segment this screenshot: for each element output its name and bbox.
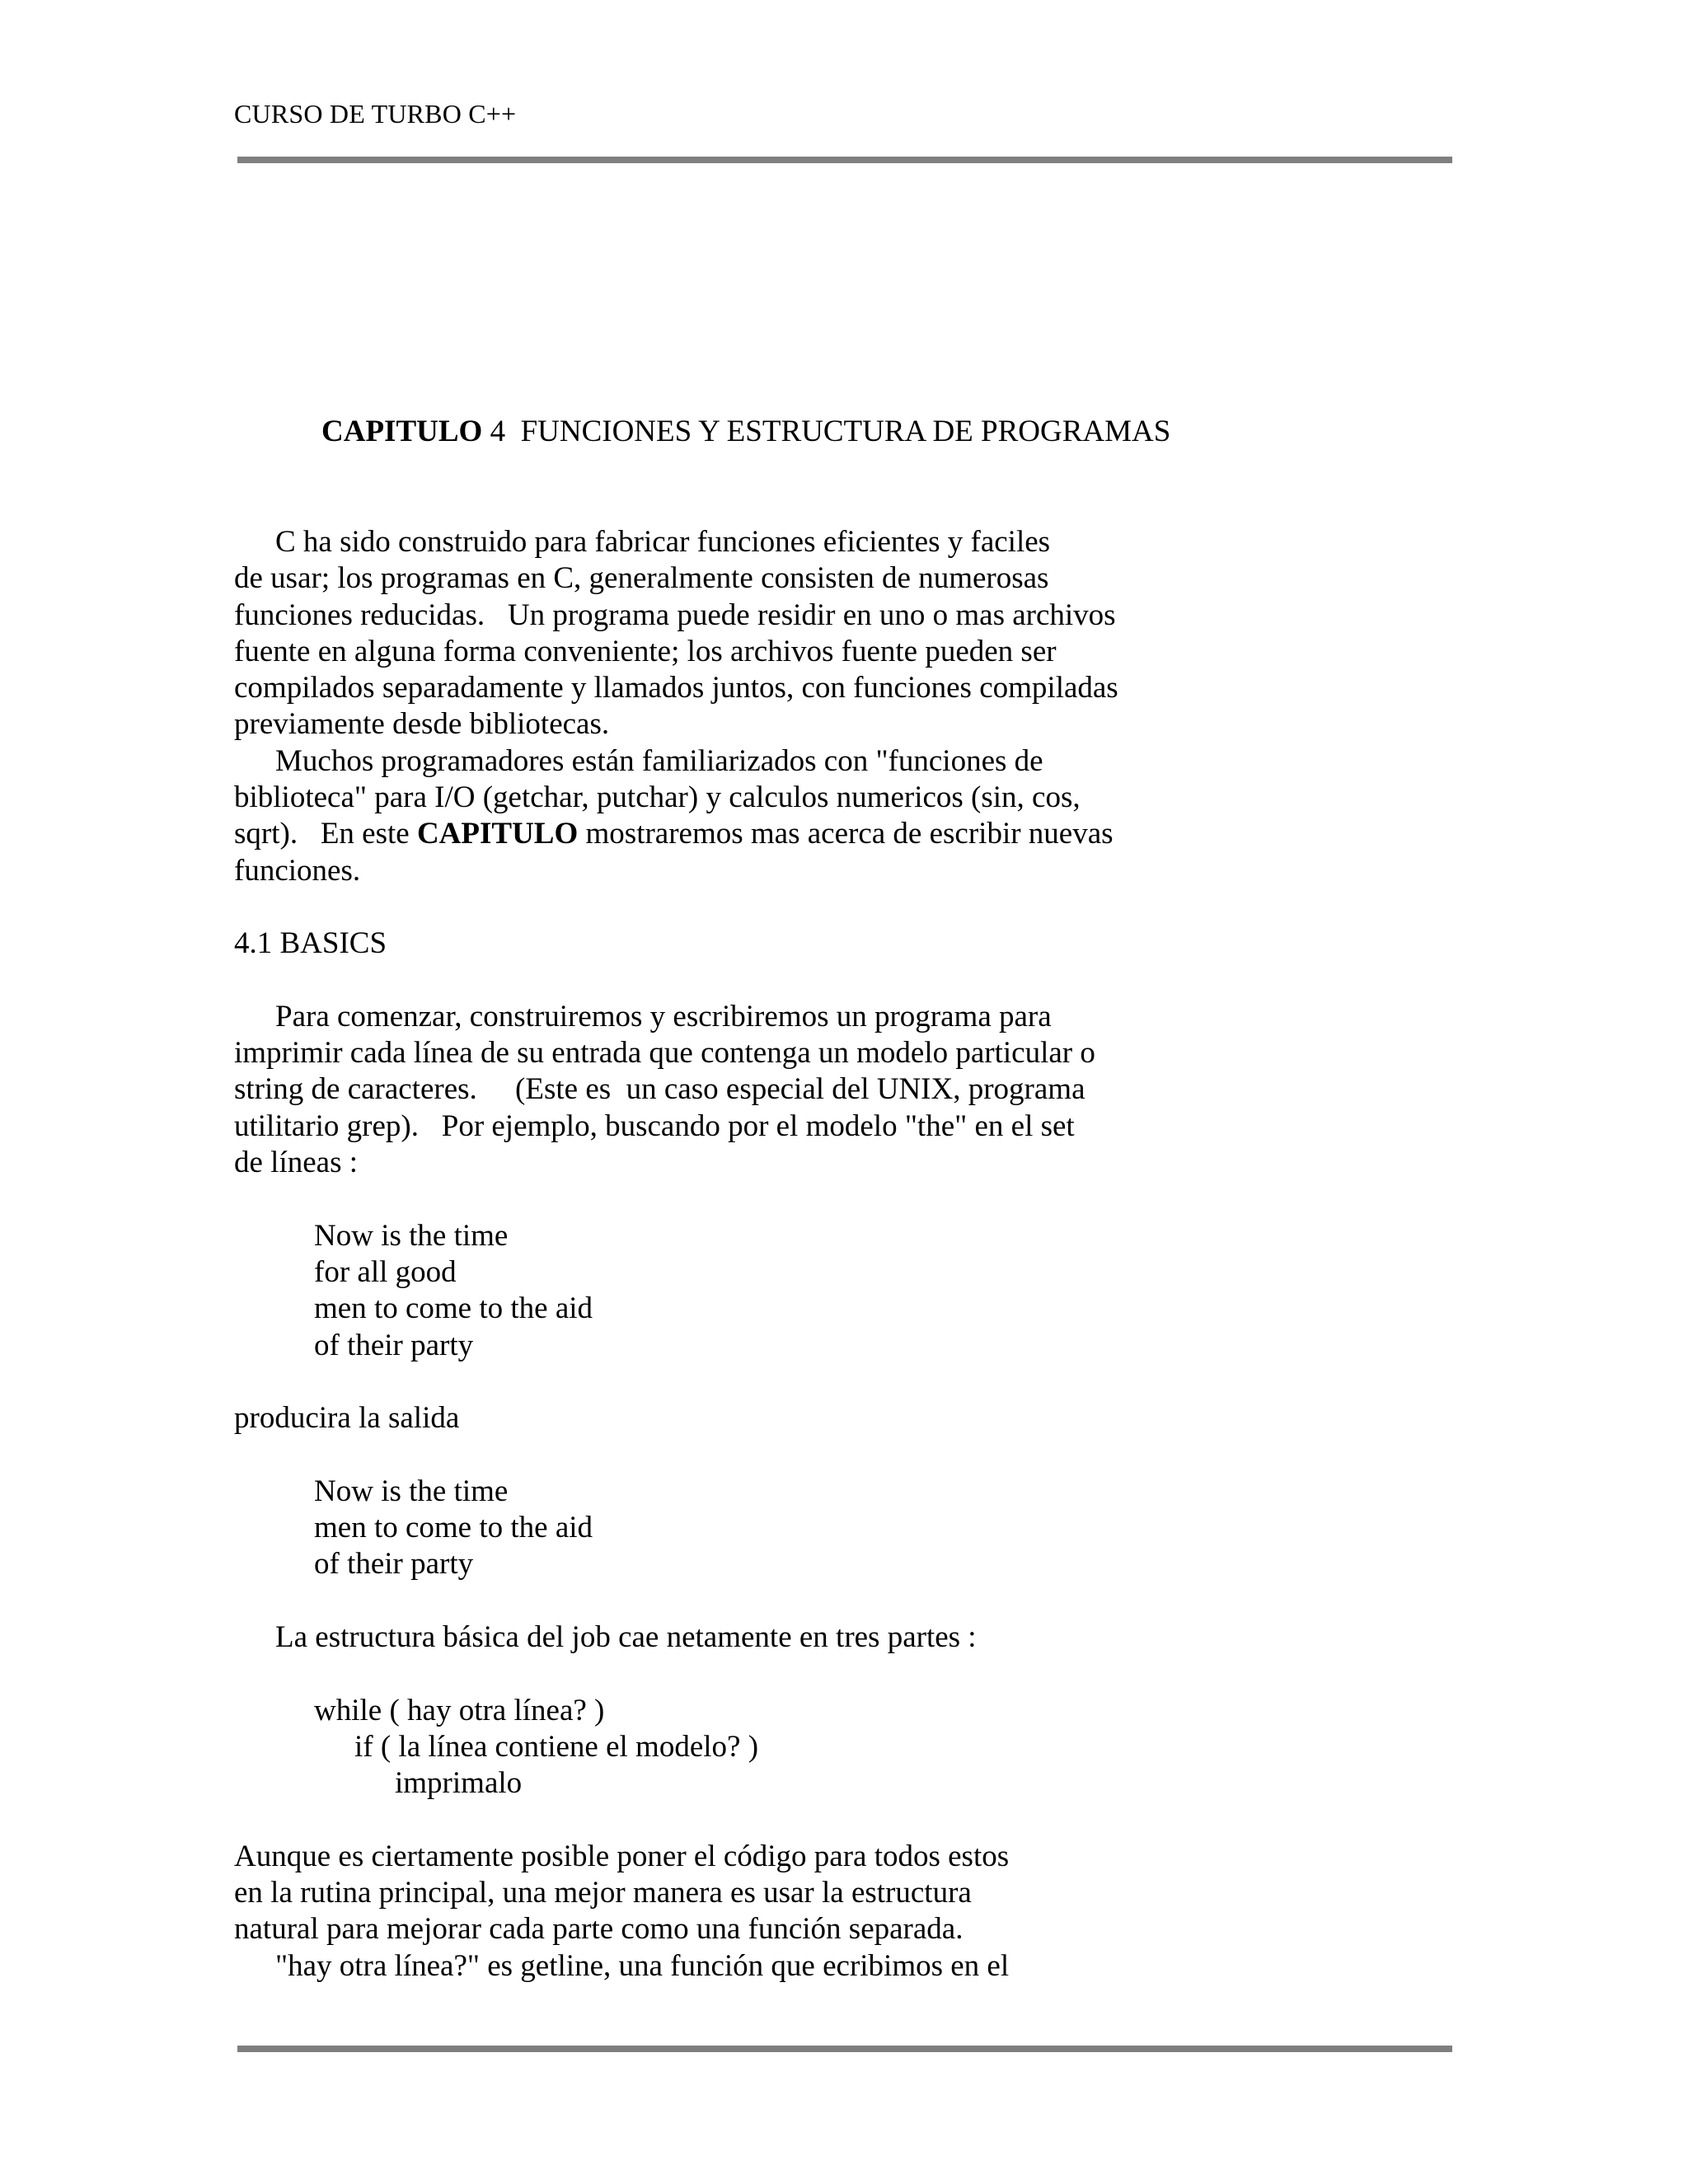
intro-line: Muchos programadores están familiarizados con "funciones de (275, 743, 1043, 778)
paragraph-line: utilitario grep). Por ejemplo, buscando por el modelo "the" en el set (234, 1108, 1075, 1143)
example-input-line: Now is the time (314, 1218, 509, 1253)
closing-line: natural para mejorar cada parte como una función separada. (234, 1912, 964, 1947)
pseudocode-line: if ( la línea contiene el modelo? ) (354, 1729, 759, 1764)
paragraph-line: imprimir cada línea de su entrada que contenga un modelo particular o (234, 1036, 1095, 1071)
capitulo-bold: CAPITULO (416, 817, 579, 851)
intro-line (234, 816, 1306, 852)
spacer (234, 1656, 1306, 1692)
intro-line: fuente en alguna forma conveniente; los archivos fuente pueden ser (234, 634, 1057, 668)
intro-line: de usar; los programas en C, generalmente consisten de numerosas (234, 561, 1049, 596)
chapter-number-title: 4 FUNCIONES Y ESTRUCTURA DE PROGRAMAS (482, 415, 1171, 448)
intro-line: C ha sido construido para fabricar funciones eficientes y faciles (275, 525, 1051, 559)
spacer (234, 1583, 1306, 1619)
running-header: CURSO DE TURBO C++ (234, 99, 517, 129)
example-output-line: men to come to the aid (314, 1511, 593, 1545)
paragraph-line: string de caracteres. (Este es un caso especial del UNIX, programa (234, 1072, 1085, 1107)
intro-line: funciones. (234, 853, 361, 888)
example-input-line: for all good (314, 1254, 457, 1289)
intro-text: sqrt). En este (234, 817, 417, 851)
intro-line: funciones reducidas. Un programa puede residir en uno o mas archivos (234, 598, 1116, 632)
spacer (234, 1436, 1306, 1473)
intro-text: mostraremos mas acerca de escribir nuevas (578, 817, 1114, 851)
paragraph-line: de líneas : (234, 1146, 359, 1180)
pseudocode-line: while ( hay otra línea? ) (314, 1693, 605, 1727)
intro-line: compilados separadamente y llamados juntos, con funciones compiladas (234, 671, 1118, 705)
closing-line: Aunque es ciertamente posible poner el código para todos estos (234, 1839, 1010, 1873)
spacer (234, 1364, 1306, 1400)
output-intro: producira la salida (234, 1401, 460, 1436)
footer-rule (237, 2046, 1452, 2052)
closing-line: en la rutina principal, una mejor manera es usar la estructura (234, 1875, 972, 1910)
chapter-label: CAPITULO (321, 415, 483, 448)
example-output-line: of their party (314, 1547, 474, 1582)
example-input-line: men to come to the aid (314, 1291, 593, 1326)
example-input-line: of their party (314, 1328, 474, 1362)
spacer (234, 889, 1306, 926)
paragraph-line: Para comenzar, construiremos y escribiremos un programa para (275, 999, 1052, 1033)
spacer (234, 963, 1306, 999)
spacer (234, 1802, 1306, 1838)
spacer (234, 1181, 1306, 1217)
intro-line: previamente desde bibliotecas. (234, 707, 610, 742)
intro-line: biblioteca" para I/O (getchar, putchar) y calculos numericos (sin, cos, (234, 780, 1081, 815)
pseudocode-line: imprimalo (395, 1766, 523, 1801)
closing-line: "hay otra línea?" es getline, una función que ecribimos en el (275, 1948, 1010, 1983)
header-rule (237, 157, 1452, 163)
example-output-line: Now is the time (314, 1474, 509, 1508)
section-heading: 4.1 BASICS (234, 926, 387, 961)
structure-intro: La estructura básica del job cae netamente en tres partes : (275, 1619, 977, 1654)
page-body (234, 524, 1306, 1985)
chapter-title (321, 412, 1170, 452)
